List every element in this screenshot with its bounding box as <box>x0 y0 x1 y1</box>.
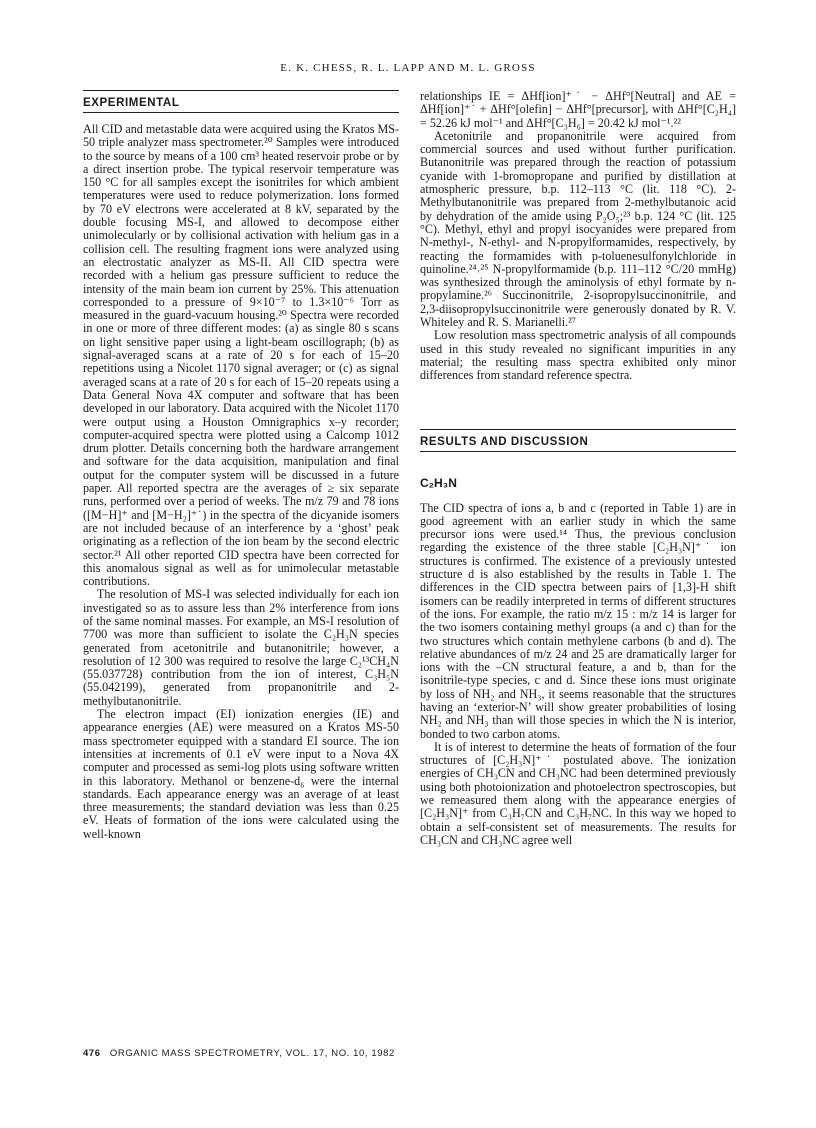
page-number: 476 <box>83 1048 101 1059</box>
subsection-title: C₂H₃N <box>420 475 457 490</box>
paragraph: The resolution of MS-I was selected individually for each ion investigated so as to assure less than 2% interference from ions of the same nominal masses. For example, an MS-I resolution of 7700 was more than sufficient to isolate the C₂H₃N species generated from acetonitrile and butanonitrile; however, a resolution of 12 300 was required to resolve the large C₂¹³CH₄N (55.037728) contribution from the ion of interest, C₃H₅N (55.042199), generated from propanonitrile and 2-methylbutanonitrile. <box>83 587 399 708</box>
section-spacer <box>420 383 736 429</box>
running-head: E. K. CHESS, R. L. LAPP AND M. L. GROSS <box>280 62 536 74</box>
section-title-experimental: EXPERIMENTAL <box>83 90 399 113</box>
section-title-results: RESULTS AND DISCUSSION <box>420 429 736 452</box>
journal-citation: ORGANIC MASS SPECTROMETRY, VOL. 17, NO. 10, 1982 <box>109 1048 395 1059</box>
paragraph: It is of interest to determine the heats of formation of the four structures of [C₂H₃N]⁺˙ postulated above. The ionization energies of CH₃CN and CH₃NC had been determined previously using both photoionization and photoelectron spectroscopies, but we remeasured them along with the appearance energies of [C₂H₃N]⁺ from C₃H₇CN and C₃H₇NC. In this way we hoped to obtain a self-consistent set of measurements. The results for CH₃CN and CH₃NC agree well <box>420 739 736 847</box>
right-column <box>420 90 736 847</box>
paragraph: All CID and metastable data were acquired using the Kratos MS-50 triple analyzer mass spectrometer.²⁰ Samples were introduced to the source by means of a 100 cm³ heated reservoir probe or by a direct insertion probe. The typical reservoir temperature was 150 °C for all samples except the isonitriles for which ambient temperatures were used to reduce polymerization. Ions formed by 70 eV electrons were accelerated at 8 kV, separated by the double focusing MS-I, and allowed to decompose either unimolecularly or by collisional activation with helium gas in a collision cell. The resulting fragment ions were analyzed using an electrostatic analyzer as MS-II. All CID spectra were recorded with a helium gas pressure sufficient to reduce the intensity of the main beam ion current by 25%. This attenuation corresponded to a pressure of 9×10⁻⁷ to 1.3×10⁻⁶ Torr as measured in the guard-vacuum housing.²⁰ Spectra were recorded in one or more of three different modes: (a) as single 80 s scans on light sensitive paper using a light-beam oscillograph; (b) as signal-averaged scans at a rate of 20 s for each of 15–20 repetitions using a Nicolet 1170 signal averager; or (c) as signal averaged scans at a rate of 20 s for each of 15–20 repeats using a Data General Nova 4X computer and software that has been developed in our laboratory. Data acquired with the Nicolet 1170 were output using a Houston Omnigraphics x–y recorder; computer-acquired spectra were plotted using a Calcomp 1012 drum plotter. Details concerning both the hardware arrangement and software for the data acquisition, manipulation and final output for the computer system will be discussed in a future paper. All reported spectra are the averages of ≥ six separate runs, performed over a period of weeks. The m/z 79 and 78 ions ([M−H]⁺ and [M−H₂]⁺˙) in the spectra of the dicyanide isomers are not included because of an interference by a ‘ghost’ peak originating as a reflection of the ion beam by the second electric sector.²¹ All other reported CID spectra have been corrected for this anomalous signal as well as for unimolecular metastable contributions. <box>83 122 399 589</box>
paragraph: The CID spectra of ions a, b and c (reported in Table 1) are in good agreement with an earlier study in which the same precursor ions were used.¹⁴ Thus, the previous conclusion regarding the existence of the three stable [C₂H₃N]⁺˙ ion structures is confirmed. The existence of a previously untested structure d is also established by the results in Table 1. The differences in the CID spectra between pairs of [1,3]-H shift isomers can be readily interpreted in terms of different structures of the ions. For example, the ratio m/z 15 : m/z 14 is larger for the two isomers containing methyl groups (a and c) than for the two structures which contain methylene carbons (b and d). The relative abundances of m/z 24 and 25 are dramatically larger for ions with the –CN structural feature, a and b, than for the isonitrile-type species, c and d. Since these ions must originate by loss of NH₂ and NH₃, it seems reasonable that the structures having an ‘exterior-N’ will show greater probabilities of losing NH₂ and NH₃ than will those species in which the N is interior, bonded to two carbon atoms. <box>420 500 736 741</box>
paragraph: The electron impact (EI) ionization energies (IE) and appearance energies (AE) were measured on a Kratos MS-50 mass spectrometer equipped with a standard EI source. The ion intensities at increments of 0.1 eV were input to a Nova 4X computer and processed as semi-log plots using software written in this laboratory. Methanol or benzene-d₆ were the internal standards. Each appearance energy was an average of at least three measurements; the standard deviation was less than 0.25 eV. Heats of formation of the ions were calculated using the well-known <box>83 707 399 841</box>
page-footer <box>83 1048 395 1059</box>
paragraph: Low resolution mass spectrometric analysis of all compounds used in this study revealed no significant impurities in any material; the resulting mass spectra exhibited only minor differences from standard reference spectra. <box>420 328 736 383</box>
paragraph: relationships IE = ΔHf[ion]⁺˙ − ΔHf°[Neutral] and AE = ΔHf[ion]⁺˙ + ΔHf°[olefin] − ΔHf°[precursor], with ΔHf°[C₂H₄] = 52.26 kJ mol⁻¹ and ΔHf°[C₃H₆] = 20.42 kJ mol⁻¹.²² <box>420 89 737 130</box>
left-column <box>83 90 399 841</box>
paragraph: Acetonitrile and propanonitrile were acquired from commercial sources and used without further purification. Butanonitrile was prepared through the reaction of potassium cyanide with 1-bromopropane and purified by distillation at atmospheric pressure, b.p. 112–113 °C (lit. 118 °C). 2-Methylbutanonitrile was prepared from 2-methylbutanoic acid by dehydration of the amide using P₂O₅;²³ b.p. 124 °C (lit. 125 °C). Methyl, ethyl and propyl isocyanides were prepared from N-methyl-, N-ethyl- and N-propylformamides, respectively, by reacting the formamides with p-toluenesulfonylchloride in quinoline.²⁴˒²⁵ N-propylformamide (b.p. 111–112 °C/20 mmHg) was synthesized through the aminolysis of ethyl formate by n-propylamine.²⁶ Succinonitrile, 2-isopropylsuccinonitrile, and 2,3-diisopropylsuccinonitrile were generously donated by R. V. Whiteley and R. S. Marianelli.²⁷ <box>420 128 736 330</box>
